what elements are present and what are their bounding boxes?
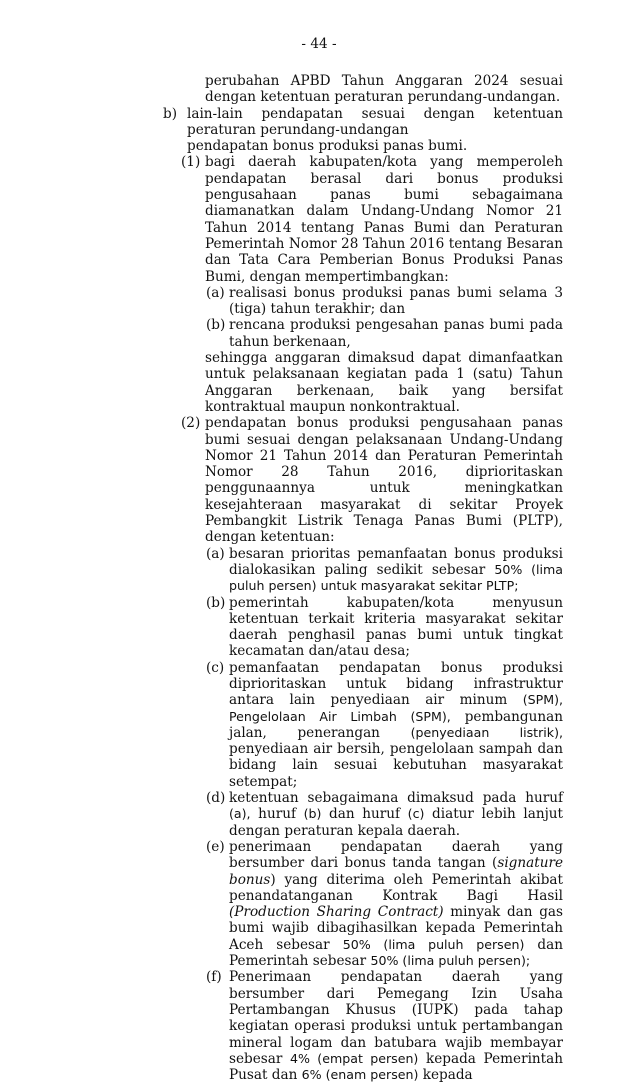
point-2-sub-d-text-4: diatur lebih lanjut dengan peraturan kepala daerah. [229,806,564,839]
point-2-sub-e [206,838,564,970]
point-2-sub-f-text-2: kepada Pemerintah Pusat dan [229,1050,563,1083]
point-2-sub-a-label: (a) [206,545,225,562]
point-2-sub-e-text-4: dan Pemerintah sebesar [229,936,563,970]
point-2-sub-e-percent-1: 50% (lima puluh persen) [342,936,525,952]
point-2-sub-e-text-2: ) yang diterima oleh Pemerintah akibat penandatanganan Kontrak Bagi Hasil [229,871,563,904]
point-2-sub-f-percent-1: 4% (empat persen) [290,1050,419,1066]
page-number: - 44 - [301,36,337,52]
point-2-sub-b-label: (b) [206,594,226,611]
point-2-sub-d-ref-b: (b) [303,806,322,822]
point-2-sub-c-text-2: pembangunan jalan, penerangan [229,708,563,741]
point-2-sub-f-text-3: kepada [418,1067,473,1083]
point-2-sub-c-text: pemanfaatan pendapatan bonus produksi diprioritaskan untuk bidang infrastruktur antara lain penyediaan air minum [229,659,563,709]
point-2-sub-b-text: pemerintah kabupaten/kota menyusun ketentuan terkait kriteria masyarakat sekitar daerah penghasil panas bumi untuk tingkat kecamatan dan/atau desa; [229,594,563,660]
continuation-paragraph: perubahan APBD Tahun Anggaran 2024 sesuai dengan ketentuan peraturan perundang-undangan. [205,73,563,106]
point-2-sub-d-ref-a: (a), [229,806,251,822]
point-2-sub-a-text: besaran prioritas pemanfaatan bonus produksi dialokasikan paling sedikit sebesar [229,545,563,578]
item-b-label: b) [163,105,178,122]
point-1-sub-b-label: (b) [206,317,226,334]
point-2 [181,415,563,546]
point-2-sub-c-spm: (SPM), Pengelolaan Air Limbah (SPM), [229,692,563,724]
point-2-sub-d-ref-c: (c) [407,806,425,822]
point-1-text: bagi daerah kabupaten/kota yang memperoleh pendapatan berasal dari bonus produksi pengusahaan panas bumi sebagaimana diamanatkan dalam Undang-Undang Nomor 21 Tahun 2014 tentang Panas Bumi dan Peraturan Pemerintah Nomor 28 Tahun 2016 tentang Besaran dan Tata Cara Pemberian Bonus Produksi Panas Bumi, dengan mempertimbangkan: [205,154,563,285]
point-2-sub-e-psc: (Production Sharing Contract) [229,904,444,921]
item-b-subheading: pendapatan bonus produksi panas bumi. [187,138,468,155]
point-2-sub-c-text-3: penyediaan air bersih, pengelolaan sampah dan bidang lain sesuai kebutuhan masyarakat setempat; [229,741,563,790]
point-1-label: (1) [181,154,201,171]
point-2-sub-a [206,545,563,595]
point-2-sub-f [206,969,563,1083]
point-2-sub-f-text: Penerimaan pendapatan daerah yang bersumber dari Pemegang Izin Usaha Pertambangan Khusus (IUPK) pada tahap kegiatan operasi produksi untuk pertambangan mineral logam dan batubara wajib membayar sebesar [229,969,563,1067]
point-2-sub-e-text-3: minyak dan gas bumi wajib dibagihasilkan kepada Pemerintah Aceh sebesar [229,904,564,953]
point-2-sub-c-label: (c) [206,659,225,676]
point-2-sub-e-percent-2: 50% (lima puluh persen); [370,953,531,969]
point-2-sub-e-signature-bonus: signature bonus [229,855,563,888]
point-2-sub-f-label: (f) [206,969,222,986]
point-1-closing: sehingga anggaran dimaksud dapat dimanfaatkan untuk pelaksanaan kegiatan pada 1 (satu) Tahun Anggaran berkenaan, baik yang bersifat kontraktual maupun nonkontraktual. [205,350,563,415]
point-1-sub-a [206,284,563,318]
point-2-sub-e-label: (e) [206,838,225,855]
document-body [0,73,638,1083]
point-1-sub-b-text: rencana produksi pengesahan panas bumi pada tahun berkenaan, [229,317,563,350]
point-2-sub-f-percent-2: 6% (enam persen) [301,1067,419,1083]
point-1-sub-b [206,317,563,350]
point-2-sub-c [206,659,563,790]
point-2-sub-d-label: (d) [206,790,226,807]
point-2-label: (2) [181,415,201,432]
point-1-sub-a-label: (a) [206,284,225,301]
point-2-sub-d-text-3: dan huruf [321,806,408,823]
point-1 [181,154,563,285]
point-2-sub-c-listrik: (penyediaan listrik), [410,724,563,740]
point-1-sub-a-text: realisasi bonus produksi panas bumi selama 3 (tiga) tahun terakhir; dan [229,284,563,318]
point-2-sub-e-text: penerimaan pendapatan daerah yang bersumber dari bonus tanda tangan ( [229,838,563,872]
point-2-sub-a-percent: 50% (lima puluh persen) untuk masyarakat sekitar PLTP; [229,561,563,594]
point-2-sub-d-text-2: huruf [250,806,304,823]
point-2-sub-b [206,594,563,660]
point-2-sub-d-text: ketentuan sebagaimana dimaksud pada huruf [229,790,563,807]
point-2-text: pendapatan bonus produksi pengusahaan panas bumi sesuai dengan pelaksanaan Undang-Undang Nomor 21 Tahun 2014 dan Peraturan Pemerintah Nomor 28 Tahun 2016, diprioritaskan penggunaannya untuk meningkatkan kesejahteraan masyarakat di sekitar Proyek Pembangkit Listrik Tenaga Panas Bumi (PLTP), dengan ketentuan: [205,415,563,546]
item-b [163,105,563,155]
point-2-sub-d [206,790,564,839]
item-b-heading: lain-lain pendapatan sesuai dengan ketentuan peraturan perundang-undangan [187,105,563,138]
